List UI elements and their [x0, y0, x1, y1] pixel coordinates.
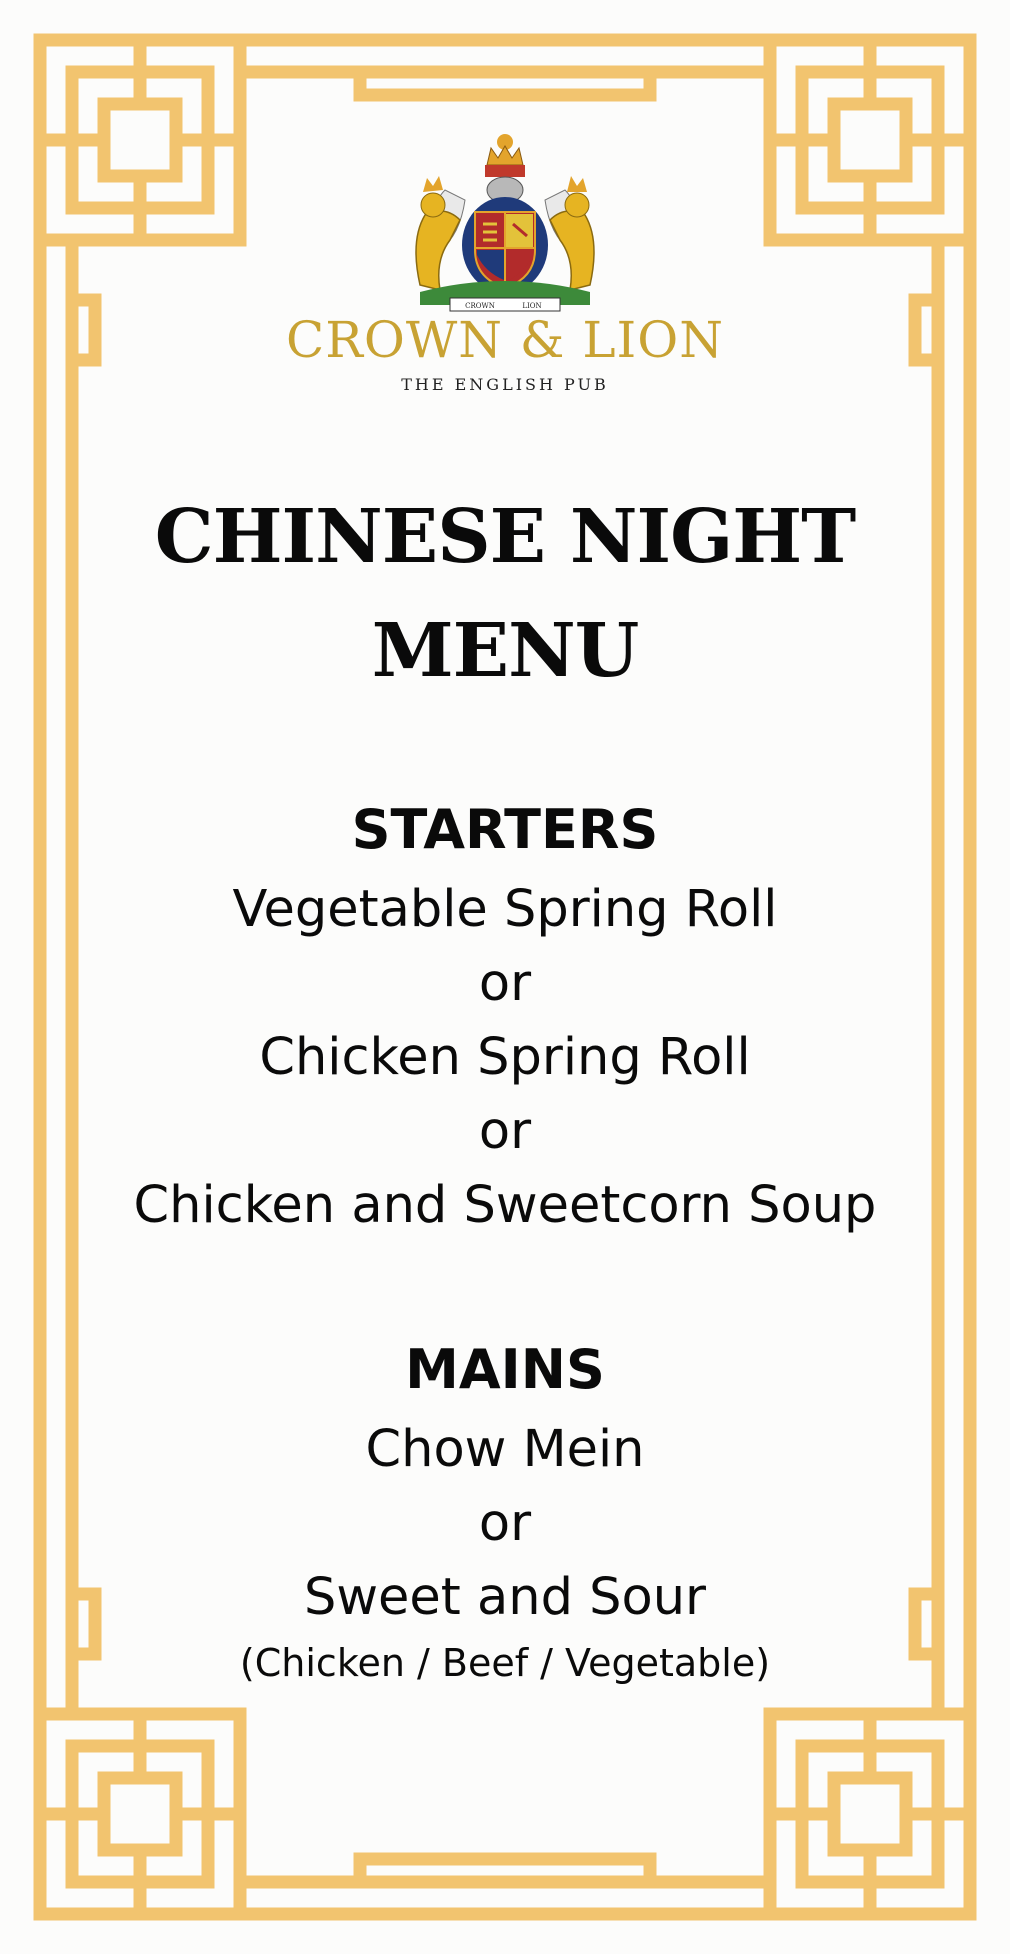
crest-logo [405, 120, 605, 315]
menu-title-line1: CHINESE NIGHT [154, 494, 856, 580]
main-options: (Chicken / Beef / Vegetable) [239, 1641, 771, 1685]
or-separator: or [478, 954, 532, 1013]
starter-item: Chicken Spring Roll [259, 1028, 751, 1087]
starter-item: Vegetable Spring Roll [232, 880, 778, 939]
svg-text:LION: LION [522, 302, 542, 310]
main-item: Chow Mein [365, 1420, 645, 1479]
or-separator: or [478, 1494, 532, 1553]
starter-item: Chicken and Sweetcorn Soup [133, 1176, 877, 1235]
svg-text:CROWN: CROWN [465, 302, 495, 310]
starters-heading: STARTERS [351, 798, 659, 861]
main-item: Sweet and Sour [303, 1568, 707, 1627]
brand-tagline: THE ENGLISH PUB [401, 375, 609, 394]
menu-title-line2: MENU [371, 608, 639, 694]
or-separator: or [478, 1102, 532, 1161]
mains-heading: MAINS [405, 1338, 605, 1401]
brand-name: CROWN & LION [285, 311, 725, 369]
